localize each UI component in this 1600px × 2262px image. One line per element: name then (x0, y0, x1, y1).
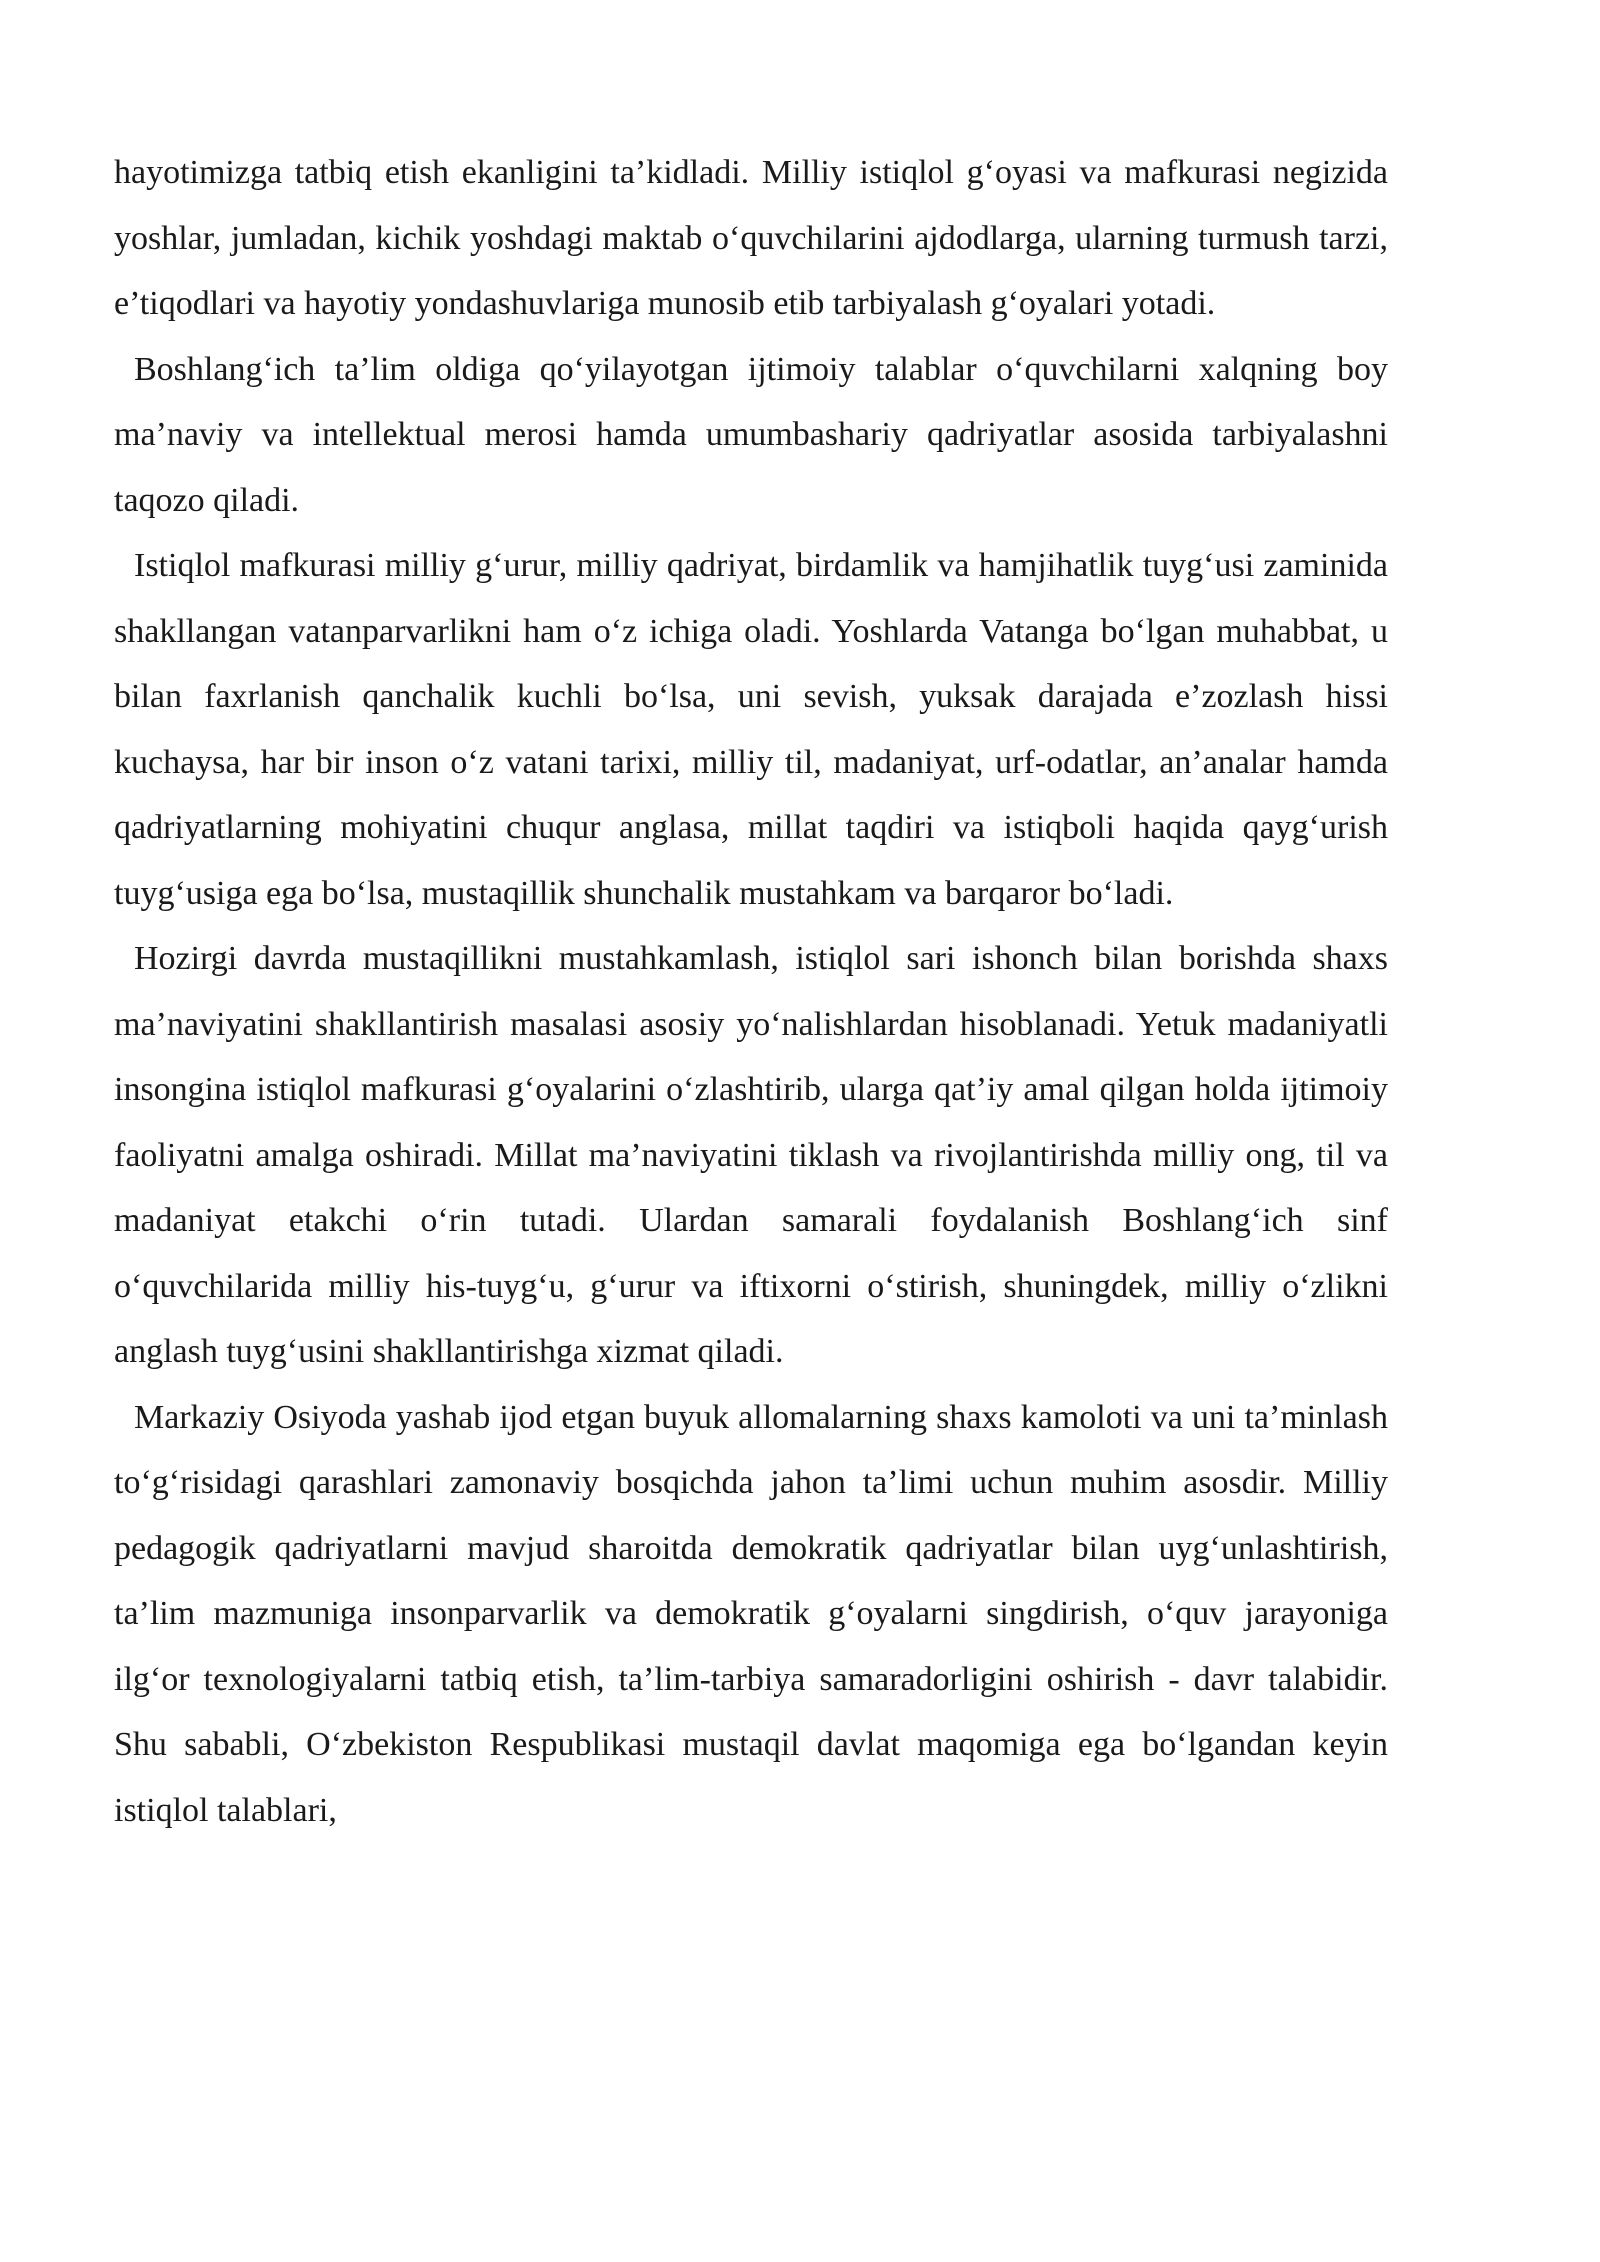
paragraph-4: Hozirgi davrda mustaqillikni mustahkamlash, istiqlol sari ishonch bilan borishda shaxs ma’naviyatini shakllantirish masalasi asosiy yo‘nalishlardan hisoblanadi. Yetuk madaniyatli insongina istiqlol mafkurasi g‘oyalarini o‘zlashtirib, ularga qat’iy amal qilgan holda ijtimoiy faoliyatni amalga oshiradi. Millat ma’naviyatini tiklash va rivojlantirishda milliy ong, til va madaniyat etakchi o‘rin tutadi. Ulardan samarali foydalanish Boshlang‘ich sinf o‘quvchilarida milliy his-tuyg‘u, g‘urur va iftixorni o‘stirish, shuningdek, milliy o‘zlikni anglash tuyg‘usini shakllantirishga xizmat qiladi. (114, 940, 1388, 1370)
body-text (114, 140, 1388, 1843)
paragraph-2: Boshlang‘ich ta’lim oldiga qo‘yilayotgan ijtimoiy talablar o‘quvchilarni xalqning boy ma’naviy va intellektual merosi hamda umumbashariy qadriyatlar asosida tarbiyalashni taqozo qiladi. (114, 350, 1388, 519)
paragraph-3: Istiqlol mafkurasi milliy g‘urur, milliy qadriyat, birdamlik va hamjihatlik tuyg‘usi zaminida shakllangan vatanparvarlikni ham o‘z ichiga oladi. Yoshlarda Vatanga bo‘lgan muhabbat, u bilan faxrlanish qanchalik kuchli bo‘lsa, uni sevish, yuksak darajada e’zozlash hissi kuchaysa, har bir inson o‘z vatani tarixi, milliy til, madaniyat, urf-odatlar, an’analar hamda qadriyatlarning mohiyatini chuqur anglasa, millat taqdiri va istiqboli haqida qayg‘urish tuyg‘usiga ega bo‘lsa, mustaqillik shunchalik mustahkam va barqaror bo‘ladi. (114, 547, 1388, 912)
paragraph-5: Markaziy Osiyoda yashab ijod etgan buyuk allomalarning shaxs kamoloti va uni ta’minlash to‘g‘risidagi qarashlari zamonaviy bosqichda jahon ta’limi uchun muhim asosdir. Milliy pedagogik qadriyatlarni mavjud sharoitda demokratik qadriyatlar bilan uyg‘unlashtirish, ta’lim mazmuniga insonparvarlik va demokratik g‘oyalarni singdirish, o‘quv jarayoniga ilg‘or texnologiyalarni tatbiq etish, ta’lim-tarbiya samaradorligini oshirish - davr talabidir. Shu sababli, O‘zbekiston Respublikasi mustaqil davlat maqomiga ega bo‘lgandan keyin istiqlol talablari, (114, 1398, 1388, 1829)
paragraph-1: hayotimizga tatbiq etish ekanligini ta’kidladi. Milliy istiqlol g‘oyasi va mafkurasi negizida yoshlar, jumladan, kichik yoshdagi maktab o‘quvchilarini ajdodlarga, ularning turmush tarzi, e’tiqodlari va hayotiy yondashuvlariga munosib etib tarbiyalash g‘oyalari yotadi. (114, 154, 1388, 322)
